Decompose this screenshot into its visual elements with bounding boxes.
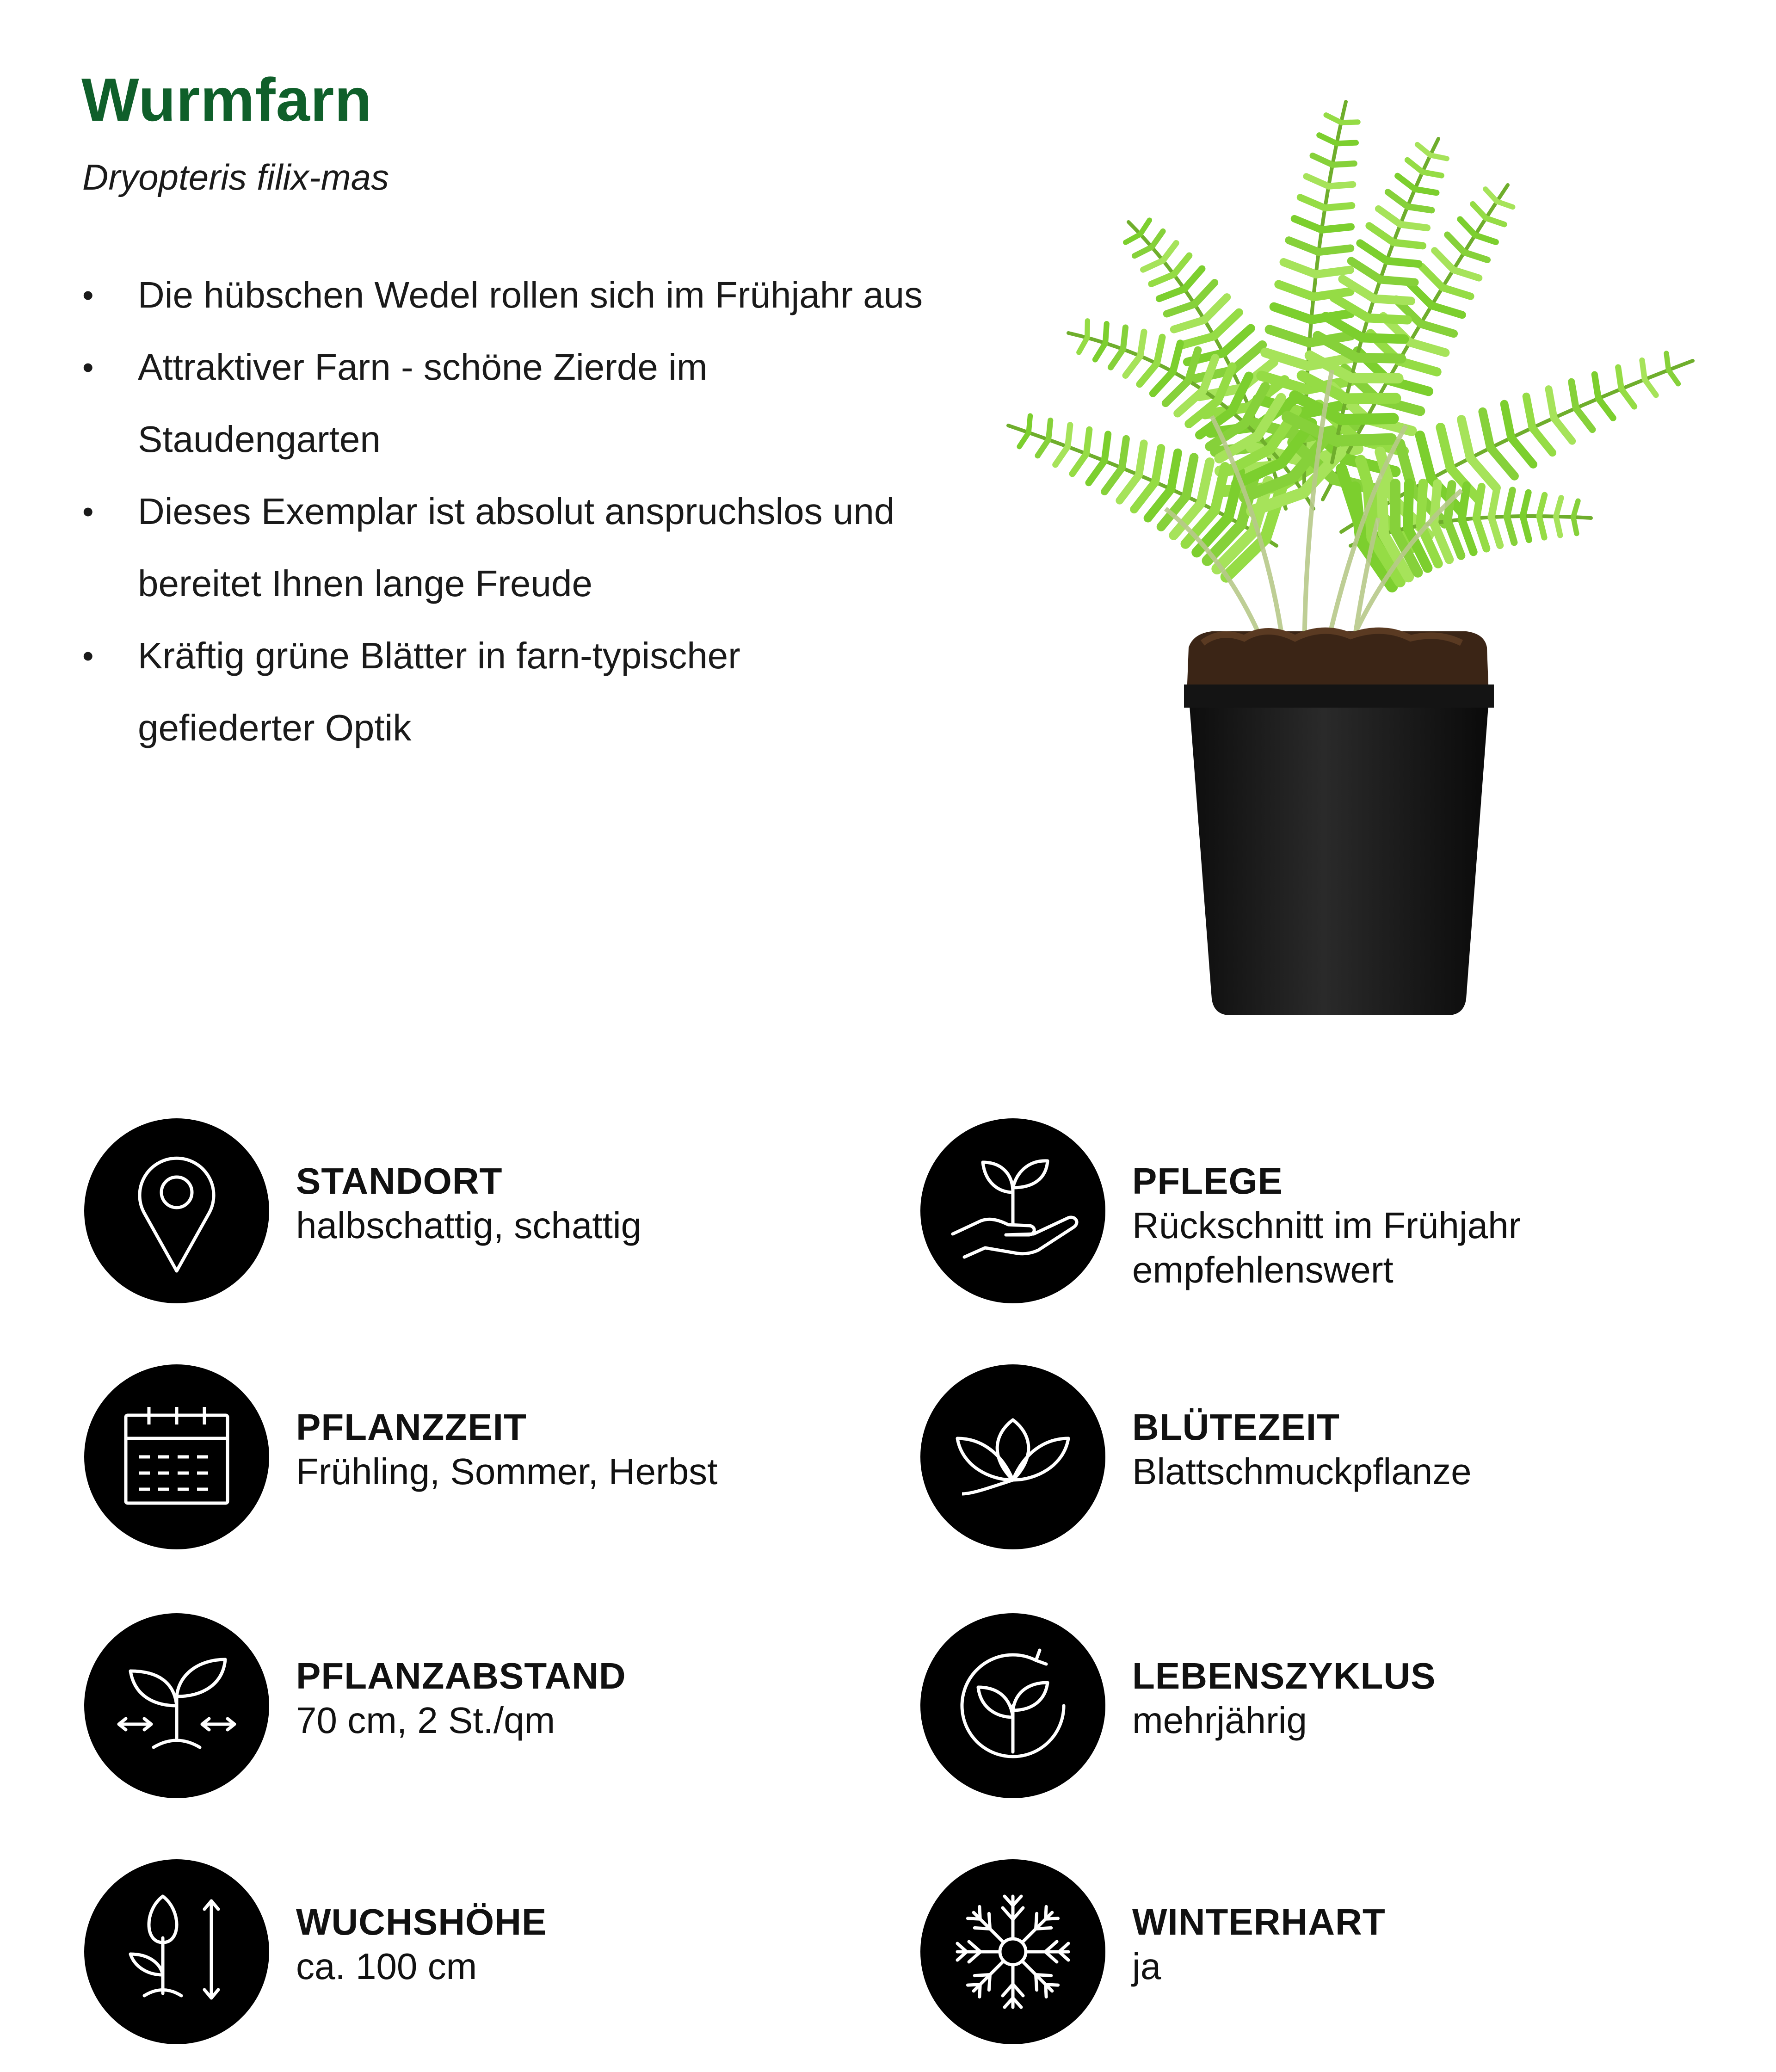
feature-standort (84, 1118, 898, 1303)
feature-value: halbschattig, schattig (296, 1205, 642, 1246)
latin-name: Dryopteris filix-mas (82, 157, 389, 197)
feature-heading: PFLANZABSTAND (296, 1655, 626, 1696)
calendar-icon (84, 1364, 269, 1549)
bullet-dot-icon: • (82, 349, 94, 385)
bullet-item (82, 331, 924, 475)
feature-value: 70 cm, 2 St./qm (296, 1700, 555, 1741)
bullet-text: Die hübschen Wedel rollen sich im Frühjahr aus (138, 274, 923, 315)
feature-value: ca. 100 cm (296, 1946, 477, 1987)
feature-pflanzabstand (84, 1613, 898, 1798)
feature-bullet-list (82, 259, 924, 764)
feature-badge (84, 1364, 269, 1549)
feature-heading: PFLEGE (1132, 1160, 1283, 1202)
feature-badge (84, 1859, 269, 2044)
hand-seedling-icon (920, 1118, 1105, 1303)
bullet-item (82, 259, 924, 331)
feature-heading: BLÜTEZEIT (1132, 1406, 1340, 1448)
feature-pflege (920, 1118, 1734, 1303)
feature-lebenszyklus (920, 1613, 1734, 1798)
bullet-text: Kräftig grüne Blätter in farn-typischer gefiederter Optik (138, 635, 740, 748)
feature-badge (920, 1118, 1105, 1303)
feature-heading: PFLANZZEIT (296, 1406, 527, 1448)
fern-plant-image (953, 46, 1739, 1031)
plant-height-icon (84, 1859, 269, 2044)
snowflake-icon (920, 1859, 1105, 2044)
life-cycle-icon (920, 1613, 1105, 1798)
feature-heading: WINTERHART (1132, 1901, 1386, 1942)
feature-badge (920, 1859, 1105, 2044)
feature-badge (920, 1364, 1105, 1549)
bullet-text: Attraktiver Farn - schöne Zierde im Staudengarten (138, 346, 708, 460)
feature-pflanzzeit (84, 1364, 898, 1549)
bullet-dot-icon: • (82, 638, 94, 674)
feature-bluetezeit (920, 1364, 1734, 1549)
bullet-item (82, 475, 924, 620)
feature-heading: LEBENSZYKLUS (1132, 1655, 1436, 1696)
feature-wuchshoehe (84, 1859, 898, 2044)
feature-badge (84, 1613, 269, 1798)
bullet-dot-icon: • (82, 277, 94, 313)
feature-value: Blattschmuckpflanze (1132, 1451, 1472, 1492)
product-title: Wurmfarn (81, 66, 372, 134)
bullet-dot-icon: • (82, 493, 94, 530)
plant-spacing-icon (84, 1613, 269, 1798)
feature-badge (84, 1118, 269, 1303)
location-pin-icon (84, 1118, 269, 1303)
bullet-text: Dieses Exemplar ist absolut anspruchslos und bereitet Ihnen lange Freude (138, 491, 895, 604)
lotus-icon (920, 1364, 1105, 1549)
feature-value: mehrjährig (1132, 1700, 1307, 1741)
feature-heading: STANDORT (296, 1160, 503, 1202)
feature-value: Rückschnitt im Frühjahr empfehlenswert (1132, 1205, 1521, 1290)
feature-heading: WUCHSHÖHE (296, 1901, 547, 1942)
feature-value: ja (1132, 1946, 1161, 1987)
feature-badge (920, 1613, 1105, 1798)
feature-value: Frühling, Sommer, Herbst (296, 1451, 718, 1492)
feature-winterhart (920, 1859, 1734, 2044)
bullet-item (82, 620, 924, 764)
